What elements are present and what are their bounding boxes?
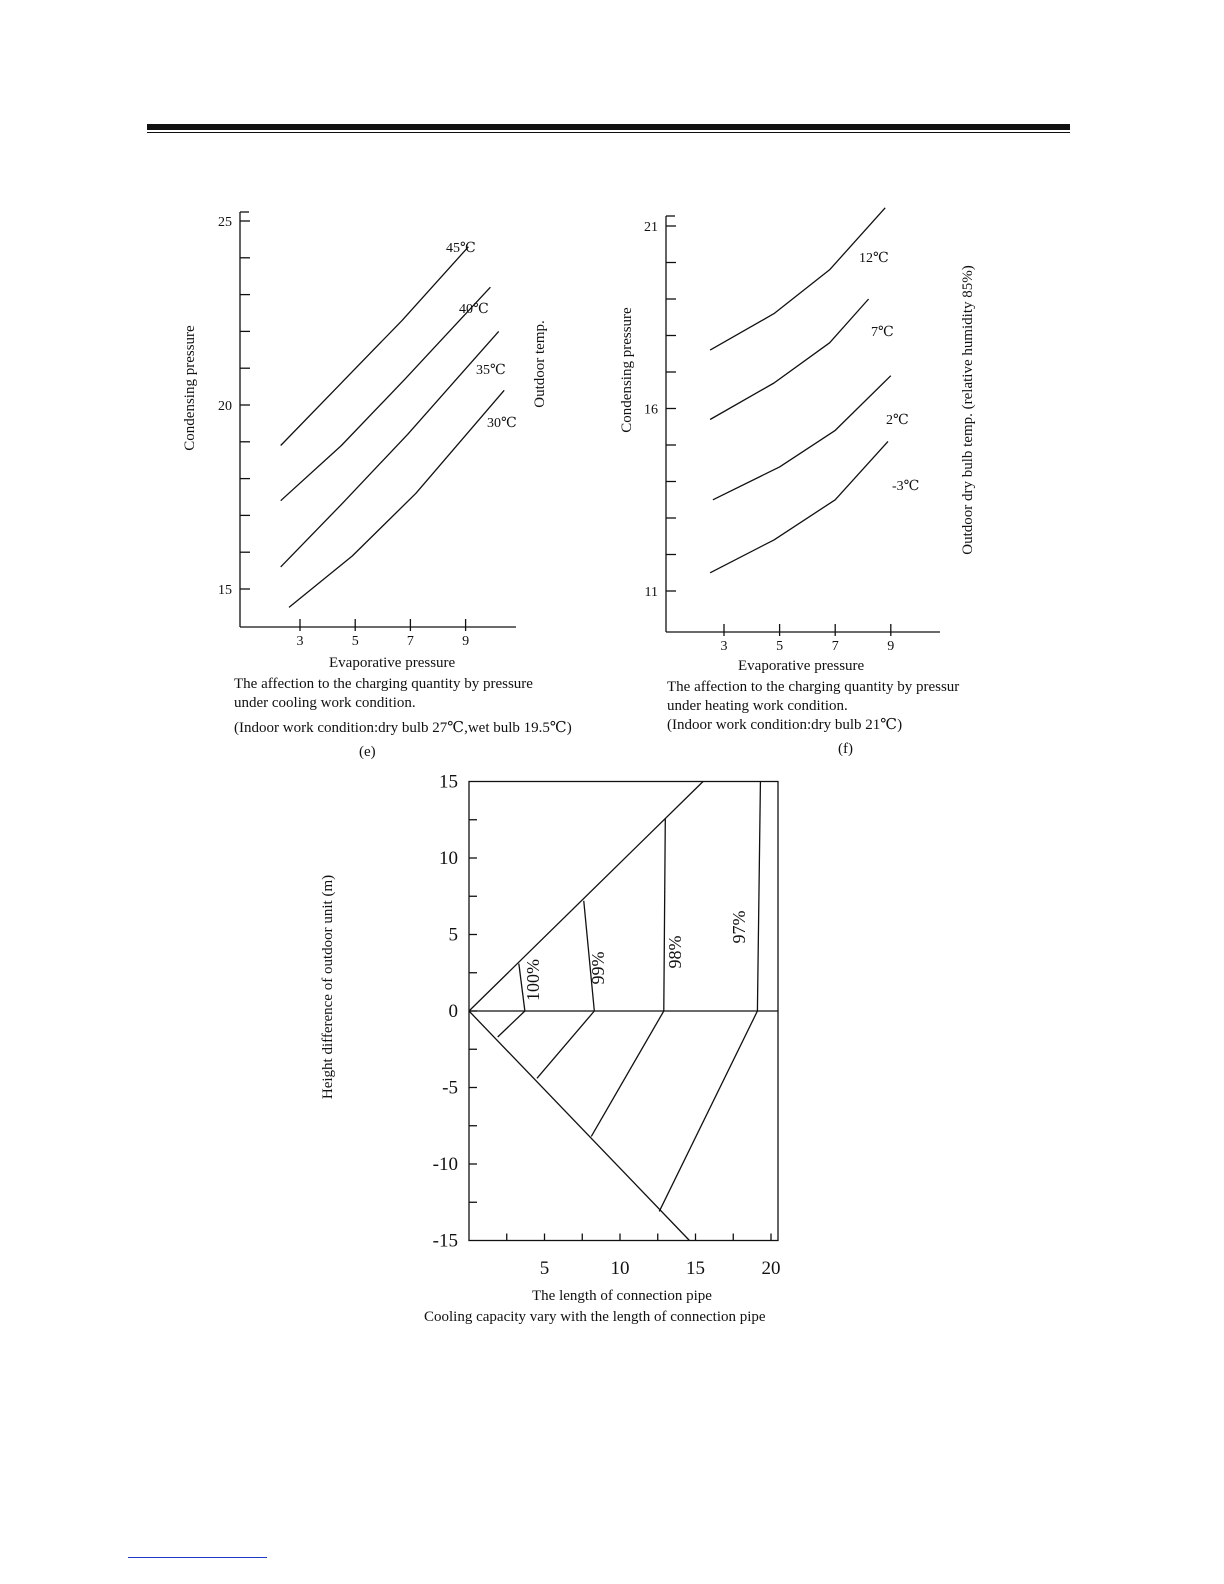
chart-e-series-line [289, 390, 504, 607]
chart-g-x-tick-label: 15 [686, 1258, 705, 1279]
chart-e-x-tick-label: 7 [406, 634, 414, 649]
chart-e-series-label: 30℃ [487, 416, 517, 431]
chart-g-y-tick-label: -5 [442, 1077, 458, 1099]
chart-g-boundary-line [757, 782, 760, 1012]
chart-f-y-tick-label: 11 [644, 585, 658, 600]
chart-g-boundary-line [469, 1011, 689, 1241]
chart-e-x-tick-label: 9 [462, 634, 470, 649]
chart-f-legend-title: Outdoor dry bulb temp. (relative humidity 85%) [960, 265, 976, 555]
chart-g-boundary-line [537, 1011, 594, 1078]
chart-f-caption-2: under heating work condition. [667, 698, 848, 714]
chart-g-y-tick-label: 5 [448, 924, 458, 946]
chart-g-x-tick-label: 20 [761, 1258, 781, 1279]
chart-e-label: (e) [359, 744, 376, 760]
footer-underline [128, 1557, 267, 1558]
chart-g-y-tick-label: 0 [448, 1001, 458, 1022]
chart-g-boundary-line [664, 818, 666, 1011]
chart-f-x-tick-label: 7 [831, 639, 839, 654]
chart-f-x-tick-label: 9 [887, 639, 895, 654]
chart-f-y-tick-label: 21 [644, 220, 658, 235]
chart-e-series-line [281, 287, 491, 501]
chart-g-boundary-line [469, 782, 703, 1012]
chart-e-x-tick-label: 3 [296, 634, 304, 649]
chart-f-x-tick-label: 5 [776, 639, 784, 654]
chart-e-y-tick-label: 25 [218, 215, 232, 230]
chart-e-series-label: 40℃ [459, 302, 489, 317]
chart-f-series-line [710, 441, 888, 572]
chart-f-caption-1: The affection to the charging quantity by pressur [667, 679, 960, 695]
chart-f-series-label: 12℃ [859, 251, 889, 266]
chart-f-series-line [710, 299, 869, 420]
chart-f-ylabel: Condensing pressure [619, 307, 635, 433]
chart-f-series-label: 7℃ [871, 325, 894, 340]
chart-f-y-tick-label: 16 [644, 402, 658, 418]
chart-e-ylabel: Condensing pressure [182, 325, 198, 451]
chart-g-zone-label: 97% [729, 910, 749, 944]
chart-g-zone-label: 100% [523, 959, 543, 1001]
chart-e-caption-3: (Indoor work condition:dry bulb 27℃,wet bulb 19.5℃) [234, 720, 572, 736]
chart-f-label: (f) [838, 741, 853, 757]
chart-g-boundary-line [498, 1011, 525, 1037]
chart-g-y-tick-label: 10 [439, 848, 458, 869]
chart-e-series-line [281, 247, 469, 446]
chart-f-series-line [710, 208, 885, 350]
chart-e-y-tick-label: 20 [218, 399, 232, 414]
chart-g-y-tick-label: -10 [432, 1154, 458, 1175]
chart-f-x-tick-label: 3 [720, 639, 728, 654]
chart-f-series-line [713, 376, 891, 500]
chart-g-boundary-line [591, 1011, 663, 1136]
chart-e-legend-title: Outdoor temp. [532, 320, 548, 408]
chart-e-series-line [281, 331, 499, 567]
chart-g-title: Cooling capacity vary with the length of connection pipe [424, 1309, 766, 1325]
chart-g-x-tick-label: 5 [539, 1258, 550, 1279]
chart-g-zone-label: 98% [665, 935, 685, 969]
chart-e-y-tick-label: 15 [218, 583, 232, 598]
chart-f-xlabel: Evaporative pressure [738, 658, 865, 674]
chart-f-series-label: 2℃ [886, 413, 909, 428]
chart-g-zone-label: 99% [588, 951, 608, 985]
chart-g-ylabel: Height difference of outdoor unit (m) [320, 874, 336, 1100]
chart-e-xlabel: Evaporative pressure [329, 655, 456, 671]
chart-g-boundary-line [659, 1011, 757, 1211]
chart-g-y-tick-label: -15 [432, 1230, 458, 1252]
chart-f-series-label: -3℃ [892, 479, 920, 494]
chart-e-series-label: 35℃ [476, 363, 506, 378]
chart-g-y-tick-label: 15 [439, 771, 458, 793]
chart-e-x-tick-label: 5 [351, 634, 359, 649]
chart-e-caption-2: under cooling work condition. [234, 695, 416, 711]
chart-f-caption-3: (Indoor work condition:dry bulb 21℃) [667, 717, 903, 733]
chart-e-series-label: 45℃ [446, 241, 476, 256]
chart-g-xlabel: The length of connection pipe [532, 1288, 712, 1304]
chart-g-x-tick-label: 10 [610, 1258, 630, 1279]
chart-e-caption-1: The affection to the charging quantity by pressure [234, 676, 533, 692]
